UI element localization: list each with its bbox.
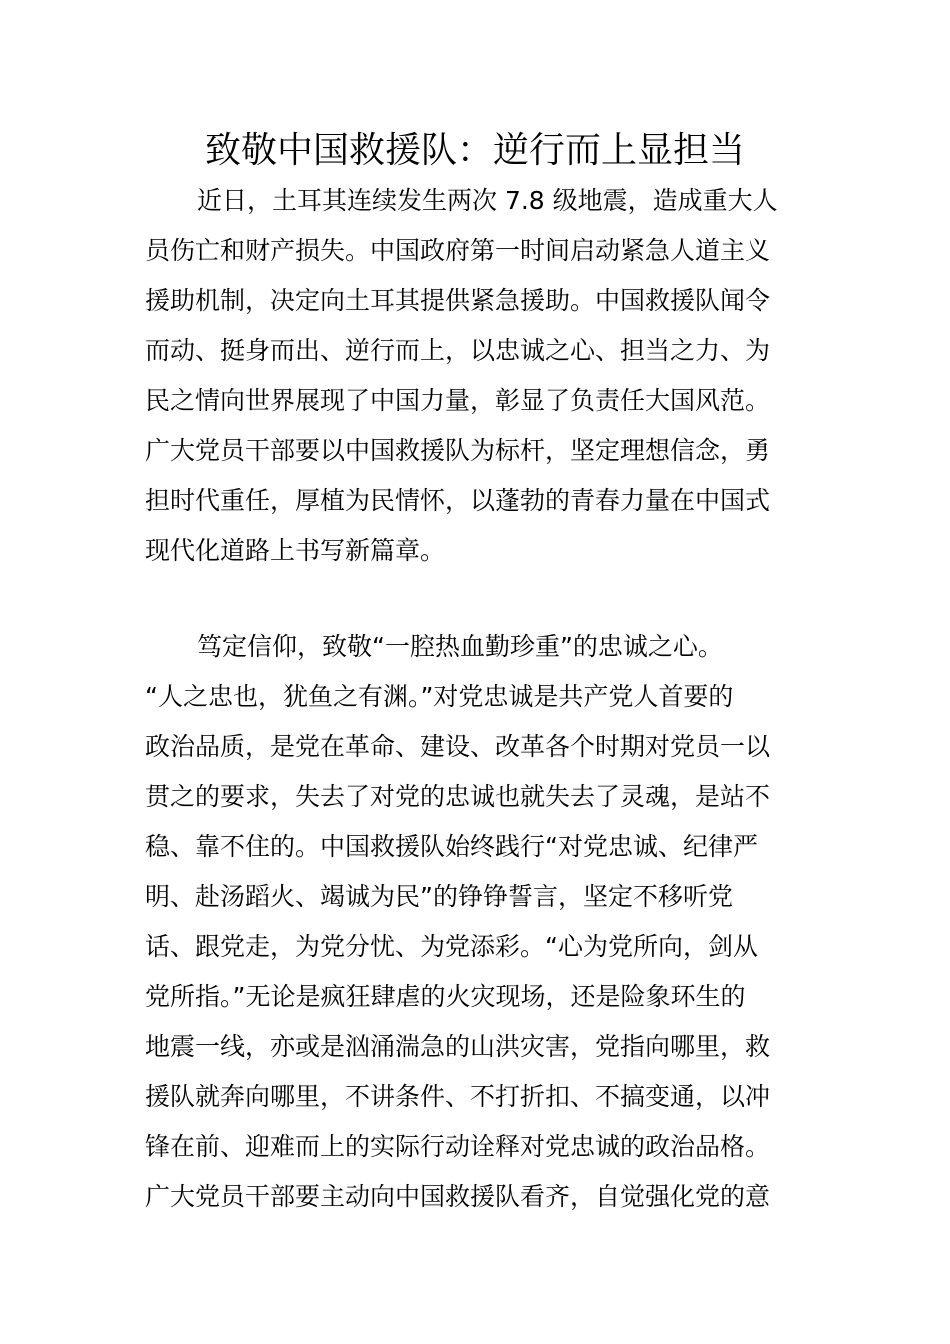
paragraph-line: 明、赴汤蹈火、竭诚为民”的铮铮誓言，坚定不移听党 [145, 882, 733, 911]
paragraph-line: 稳、靠不住的。中国救援队始终践行“对党忠诚、纪律严 [145, 832, 758, 861]
document-title: 致敬中国救援队：逆行而上显担当 [204, 130, 745, 171]
paragraph-line: 援助机制，决定向土耳其提供紧急援助。中国救援队闻令 [145, 286, 771, 315]
paragraph-line: 话、跟党走，为党分忧、为党添彩。“心为党所向，剑从 [145, 932, 758, 961]
paragraph-line: 广大党员干部要主动向中国救援队看齐，自觉强化党的意 [145, 1182, 771, 1211]
paragraph-line: 员伤亡和财产损失。中国政府第一时间启动紧急人道主义 [145, 236, 771, 265]
paragraph-line: 广大党员干部要以中国救援队为标杆，坚定理想信念，勇 [145, 436, 771, 465]
paragraph-line: 而动、挺身而出、逆行而上，以忠诚之心、担当之力、为 [145, 336, 771, 365]
paragraph-line: 政治品质，是党在革命、建设、改革各个时期对党员一以 [145, 732, 771, 761]
paragraph-line: 近日，土耳其连续发生两次 7.8 级地震，造成重大人 [197, 186, 778, 215]
paragraph-line: 党所指。”无论是疯狂肆虐的火灾现场，还是险象环生的 [145, 982, 746, 1011]
paragraph-line: 贯之的要求，失去了对党的忠诚也就失去了灵魂，是站不 [145, 782, 771, 811]
paragraph-1 [145, 176, 815, 576]
paragraph-2 [145, 622, 815, 1222]
paragraph-line: 笃定信仰，致敬“一腔热血勤珍重”的忠诚之心。 [197, 632, 723, 661]
paragraph-line: 现代化道路上书写新篇章。 [145, 536, 446, 565]
paragraph-line: 担时代重任，厚植为民情怀，以蓬勃的青春力量在中国式 [145, 486, 771, 515]
paragraph-line: “人之忠也，犹鱼之有渊。”对党忠诚是共产党人首要的 [145, 682, 734, 711]
paragraph-line: 锋在前、迎难而上的实际行动诠释对党忠诚的政治品格。 [145, 1132, 771, 1161]
paragraph-line: 援队就奔向哪里，不讲条件、不打折扣、不搞变通，以冲 [145, 1082, 771, 1111]
paragraph-line: 民之情向世界展现了中国力量，彰显了负责任大国风范。 [145, 386, 771, 415]
paragraph-line: 地震一线，亦或是汹涌湍急的山洪灾害，党指向哪里，救 [145, 1032, 771, 1061]
